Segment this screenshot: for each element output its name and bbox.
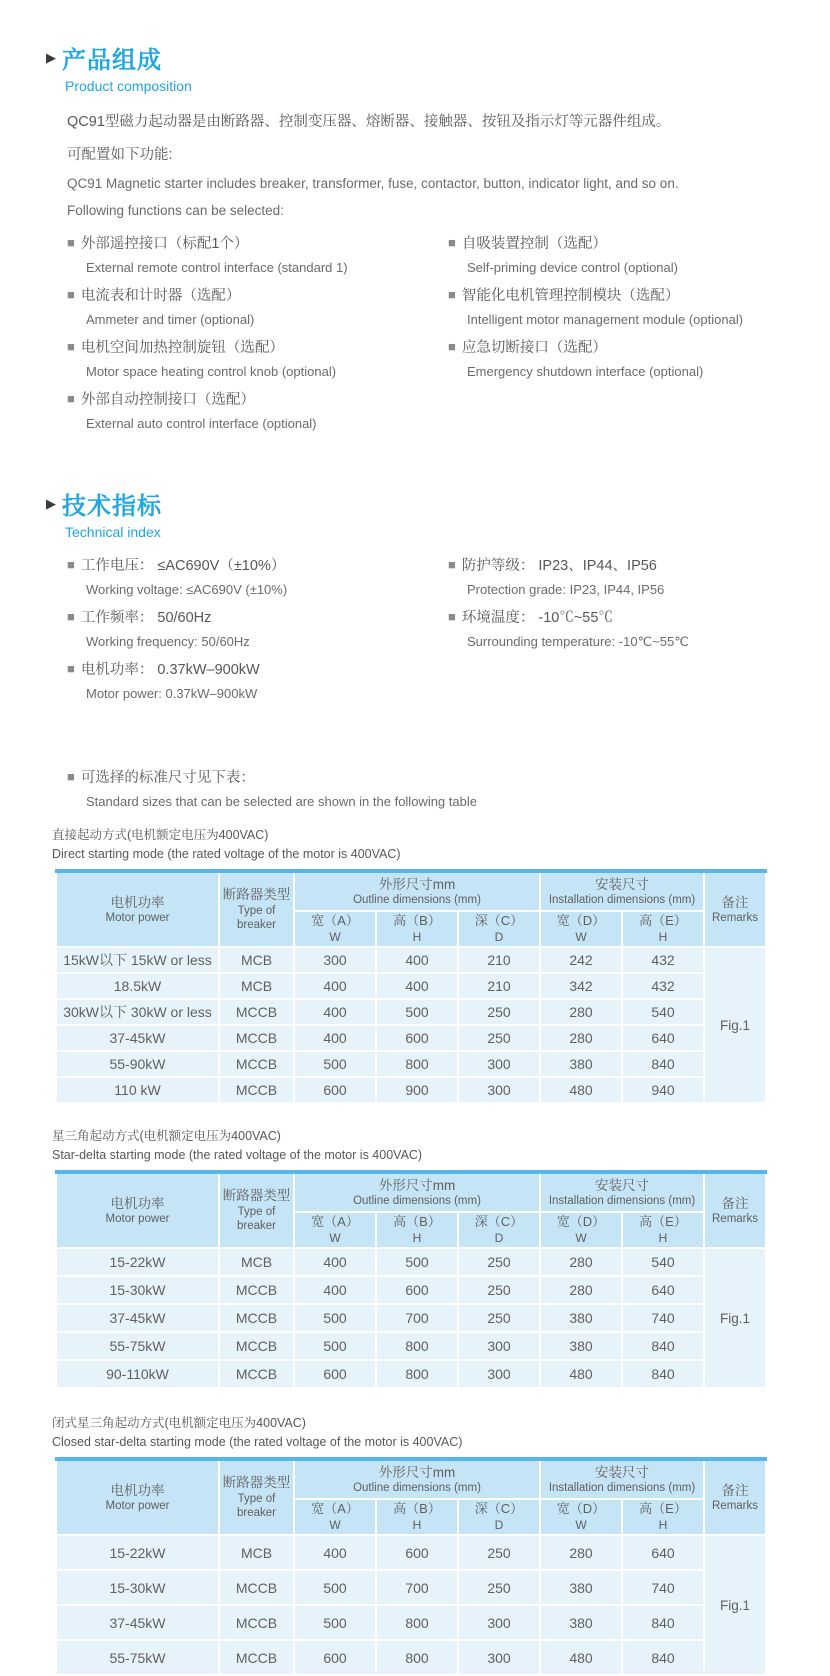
feature-en: External auto control interface (optional) — [86, 416, 317, 431]
table-cell: 55-90kW — [56, 1051, 219, 1077]
col-header-motor-power: 电机功率 Motor power — [56, 1172, 219, 1248]
spec-columns — [0, 554, 830, 710]
section-title-technical-index: 技术指标 — [62, 493, 162, 520]
table-cell: 840 — [622, 1360, 704, 1388]
feature-zh: 外部遥控接口（标配1个） — [80, 236, 249, 252]
spec-zh: 工作频率： 50/60Hz — [80, 610, 212, 626]
spec-zh: 电机功率： 0.37kW–900kW — [80, 662, 260, 678]
remarks-cell: Fig.1 — [704, 947, 766, 1103]
table-cell: 280 — [540, 1276, 622, 1304]
bullet-square-icon: ■ — [448, 235, 456, 250]
table-cell: MCB — [219, 1535, 294, 1570]
spec-zh: 工作电压： ≤AC690V（±10%） — [80, 558, 286, 574]
table-cell: 15-30kW — [56, 1276, 219, 1304]
feature-item — [448, 232, 808, 275]
direct-starting-table — [55, 869, 767, 1104]
table-row — [56, 1570, 766, 1605]
table-cell: 210 — [458, 947, 540, 973]
table-cell: MCCB — [219, 1276, 294, 1304]
table-cell: 740 — [622, 1570, 704, 1605]
caption-en: Closed star-delta starting mode (the rated voltage of the motor is 400VAC) — [52, 1435, 463, 1449]
table-cell: 250 — [458, 999, 540, 1025]
table-cell: MCCB — [219, 999, 294, 1025]
table-cell: 250 — [458, 1535, 540, 1570]
table-cell: 840 — [622, 1640, 704, 1675]
spec-en: Surrounding temperature: -10℃~55℃ — [467, 634, 689, 649]
feature-list-left — [67, 232, 448, 440]
col-header-remarks: 备注 Remarks — [704, 871, 766, 947]
table-cell: 380 — [540, 1304, 622, 1332]
table-cell: 700 — [376, 1304, 458, 1332]
table-cell: 540 — [622, 999, 704, 1025]
bullet-square-icon: ■ — [67, 339, 75, 354]
table-caption-star-delta — [52, 1126, 830, 1162]
table-row — [56, 1051, 766, 1077]
feature-list-right — [448, 232, 808, 440]
table-cell: 640 — [622, 1025, 704, 1051]
table-cell: 280 — [540, 1025, 622, 1051]
table-cell: 400 — [376, 947, 458, 973]
feature-columns — [0, 232, 830, 440]
feature-item — [67, 388, 448, 431]
col-header-width-d: 宽（D） W — [540, 911, 622, 947]
table-row — [56, 1535, 766, 1570]
table-cell: MCCB — [219, 1304, 294, 1332]
table-body — [56, 947, 766, 1103]
spec-item — [67, 658, 448, 701]
feature-item — [67, 232, 448, 275]
table-cell: MCCB — [219, 1051, 294, 1077]
col-group-installation-dimensions: 安装尺寸 Installation dimensions (mm) — [540, 1459, 704, 1499]
col-header-remarks: 备注 Remarks — [704, 1172, 766, 1248]
bullet-square-icon: ■ — [448, 557, 456, 572]
product-composition-section — [0, 0, 830, 440]
table-cell: 300 — [458, 1332, 540, 1360]
feature-zh: 电流表和计时器（选配） — [80, 288, 241, 304]
table-cell: 280 — [540, 999, 622, 1025]
col-header-height-e: 高（E） H — [622, 1499, 704, 1535]
feature-zh: 电机空间加热控制旋钮（选配） — [80, 340, 284, 356]
table-cell: 400 — [294, 1248, 376, 1276]
bullet-square-icon: ■ — [67, 557, 75, 572]
bullet-square-icon: ■ — [67, 235, 75, 250]
table-cell: MCB — [219, 973, 294, 999]
section-subtitle-en: Product composition — [65, 78, 192, 94]
table-row — [56, 1025, 766, 1051]
table-cell: 640 — [622, 1535, 704, 1570]
feature-en: Motor space heating control knob (optional) — [86, 364, 337, 379]
col-header-width-a: 宽（A） W — [294, 1499, 376, 1535]
col-header-width-d: 宽（D） W — [540, 1499, 622, 1535]
table-cell: 480 — [540, 1077, 622, 1103]
table-body — [56, 1535, 766, 1675]
table-cell: 600 — [376, 1535, 458, 1570]
col-header-depth-c: 深（C） D — [458, 1499, 540, 1535]
table-cell: 380 — [540, 1570, 622, 1605]
table-cell: 280 — [540, 1248, 622, 1276]
table-cell: 540 — [622, 1248, 704, 1276]
table-cell: 250 — [458, 1025, 540, 1051]
table-cell: MCCB — [219, 1332, 294, 1360]
spec-en: Working voltage: ≤AC690V (±10%) — [86, 582, 288, 597]
table-cell: 90-110kW — [56, 1360, 219, 1388]
bullet-square-icon: ■ — [67, 287, 75, 302]
bullet-square-icon: ■ — [67, 661, 75, 676]
table-cell: 940 — [622, 1077, 704, 1103]
table-row — [56, 1248, 766, 1276]
note-en: Standard sizes that can be selected are shown in the following table — [86, 794, 477, 809]
feature-item — [67, 284, 448, 327]
table-cell: 30kW以下 30kW or less — [56, 999, 219, 1025]
table-cell: 800 — [376, 1051, 458, 1077]
table-row — [56, 947, 766, 973]
table-cell: 600 — [294, 1360, 376, 1388]
table-cell: 500 — [294, 1304, 376, 1332]
table-cell: 600 — [294, 1077, 376, 1103]
col-header-breaker-type: 断路器类型 Type of breaker — [219, 871, 294, 947]
table-cell: 250 — [458, 1276, 540, 1304]
table-cell: 380 — [540, 1332, 622, 1360]
table-cell: 740 — [622, 1304, 704, 1332]
table-cell: 400 — [294, 1535, 376, 1570]
col-group-outline-dimensions: 外形尺寸mm Outline dimensions (mm) — [294, 1172, 540, 1212]
table-row — [56, 1605, 766, 1640]
caption-zh: 闭式星三角起动方式(电机额定电压为400VAC) — [52, 1416, 306, 1430]
standard-sizes-note — [67, 766, 830, 809]
table-cell: 400 — [376, 973, 458, 999]
col-header-depth-c: 深（C） D — [458, 911, 540, 947]
table-cell: 300 — [458, 1360, 540, 1388]
col-group-outline-dimensions: 外形尺寸mm Outline dimensions (mm) — [294, 1459, 540, 1499]
bullet-square-icon: ■ — [448, 287, 456, 302]
table-cell: 500 — [294, 1570, 376, 1605]
table-row — [56, 1304, 766, 1332]
table-cell: 900 — [376, 1077, 458, 1103]
feature-en: External remote control interface (standard 1) — [86, 260, 348, 275]
table-cell: 840 — [622, 1051, 704, 1077]
section-marker-icon: ▶ — [46, 50, 56, 65]
table-head — [56, 1172, 766, 1248]
table-cell: 500 — [294, 1605, 376, 1640]
col-header-breaker-type: 断路器类型 Type of breaker — [219, 1459, 294, 1535]
closed-star-delta-table — [55, 1457, 767, 1676]
table-cell: 480 — [540, 1360, 622, 1388]
table-cell: 37-45kW — [56, 1304, 219, 1332]
feature-zh: 自吸装置控制（选配） — [461, 236, 607, 252]
table-cell: 800 — [376, 1360, 458, 1388]
spec-item — [67, 554, 448, 597]
table-cell: 250 — [458, 1248, 540, 1276]
table-cell: MCB — [219, 947, 294, 973]
intro-paragraph-en2: Following functions can be selected: — [67, 203, 284, 218]
table-cell: 400 — [294, 973, 376, 999]
table-cell: 800 — [376, 1332, 458, 1360]
feature-item — [448, 336, 808, 379]
spec-item — [448, 606, 808, 650]
table-cell: 400 — [294, 1025, 376, 1051]
caption-zh: 星三角起动方式(电机额定电压为400VAC) — [52, 1129, 281, 1143]
table-cell: 600 — [376, 1276, 458, 1304]
spec-en: Working frequency: 50/60Hz — [86, 634, 250, 649]
table-cell: 840 — [622, 1605, 704, 1640]
col-header-height-b: 高（B） H — [376, 1212, 458, 1248]
col-header-remarks: 备注 Remarks — [704, 1459, 766, 1535]
table-cell: 600 — [294, 1640, 376, 1675]
table-cell: MCCB — [219, 1360, 294, 1388]
table-cell: 55-75kW — [56, 1640, 219, 1675]
table-cell: 500 — [294, 1051, 376, 1077]
table-row — [56, 1077, 766, 1103]
feature-en: Ammeter and timer (optional) — [86, 312, 255, 327]
feature-zh: 智能化电机管理控制模块（选配） — [461, 288, 680, 304]
table-cell: 280 — [540, 1535, 622, 1570]
table-cell: 300 — [458, 1051, 540, 1077]
col-header-depth-c: 深（C） D — [458, 1212, 540, 1248]
spec-zh: 环境温度： -10℃~55℃ — [461, 610, 613, 626]
table-cell: 480 — [540, 1640, 622, 1675]
table-row — [56, 1276, 766, 1304]
table-row — [56, 1332, 766, 1360]
table-head — [56, 871, 766, 947]
table-row — [56, 1640, 766, 1675]
spec-item — [67, 606, 448, 649]
spec-en: Motor power: 0.37kW–900kW — [86, 686, 258, 701]
table-cell: 37-45kW — [56, 1025, 219, 1051]
table-cell: 55-75kW — [56, 1332, 219, 1360]
section-subtitle-en: Technical index — [65, 524, 161, 540]
star-delta-table — [55, 1170, 767, 1389]
table-cell: 242 — [540, 947, 622, 973]
col-header-height-b: 高（B） H — [376, 1499, 458, 1535]
technical-index-section — [0, 486, 830, 710]
spec-en: Protection grade: IP23, IP44, IP56 — [467, 582, 665, 597]
note-zh: 可选择的标准尺寸见下表： — [80, 770, 255, 786]
table-cell: MCCB — [219, 1640, 294, 1675]
remarks-cell: Fig.1 — [704, 1535, 766, 1675]
table-cell: 15-30kW — [56, 1570, 219, 1605]
table-cell: 640 — [622, 1276, 704, 1304]
bullet-square-icon: ■ — [67, 769, 75, 784]
table-cell: MCCB — [219, 1025, 294, 1051]
spec-item — [448, 554, 808, 597]
feature-zh: 应急切断接口（选配） — [461, 340, 607, 356]
col-header-width-a: 宽（A） W — [294, 1212, 376, 1248]
table-cell: 700 — [376, 1570, 458, 1605]
table-cell: 250 — [458, 1570, 540, 1605]
table-cell: 400 — [294, 1276, 376, 1304]
intro-paragraph-zh: QC91型磁力起动器是由断路器、控制变压器、熔断器、接触器、按钮及指示灯等元器件组成。 — [67, 114, 671, 130]
table-cell: 840 — [622, 1332, 704, 1360]
table-row — [56, 1360, 766, 1388]
table-caption-closed-star-delta — [52, 1413, 830, 1449]
col-header-height-b: 高（B） H — [376, 911, 458, 947]
caption-en: Star-delta starting mode (the rated voltage of the motor is 400VAC) — [52, 1148, 423, 1162]
feature-zh: 外部自动控制接口（选配） — [80, 392, 255, 408]
table-cell: 300 — [458, 1640, 540, 1675]
table-cell: 400 — [294, 999, 376, 1025]
table-cell: 380 — [540, 1051, 622, 1077]
spec-list-left — [67, 554, 448, 710]
table-cell: 432 — [622, 947, 704, 973]
table-cell: MCCB — [219, 1077, 294, 1103]
table-cell: 500 — [376, 999, 458, 1025]
col-group-outline-dimensions: 外形尺寸mm Outline dimensions (mm) — [294, 871, 540, 911]
spec-zh: 防护等级： IP23、IP44、IP56 — [461, 558, 657, 574]
table-cell: 300 — [458, 1077, 540, 1103]
remarks-cell: Fig.1 — [704, 1248, 766, 1388]
caption-zh: 直接起动方式(电机额定电压为400VAC) — [52, 828, 269, 842]
table-cell: 600 — [376, 1025, 458, 1051]
bullet-square-icon: ■ — [67, 391, 75, 406]
table-cell: 500 — [376, 1248, 458, 1276]
table-cell: 110 kW — [56, 1077, 219, 1103]
table-head — [56, 1459, 766, 1535]
table-row — [56, 973, 766, 999]
table-cell: 432 — [622, 973, 704, 999]
feature-en: Self-priming device control (optional) — [467, 260, 678, 275]
col-header-breaker-type: 断路器类型 Type of breaker — [219, 1172, 294, 1248]
table-cell: 15kW以下 15kW or less — [56, 947, 219, 973]
feature-en: Intelligent motor management module (optional) — [467, 312, 744, 327]
section-marker-icon: ▶ — [46, 496, 56, 511]
table-cell: 300 — [294, 947, 376, 973]
table-cell: 800 — [376, 1640, 458, 1675]
col-header-height-e: 高（E） H — [622, 1212, 704, 1248]
col-header-height-e: 高（E） H — [622, 911, 704, 947]
table-caption-direct-starting — [52, 825, 830, 861]
table-cell: 15-22kW — [56, 1248, 219, 1276]
table-body — [56, 1248, 766, 1388]
col-group-installation-dimensions: 安装尺寸 Installation dimensions (mm) — [540, 1172, 704, 1212]
table-cell: 300 — [458, 1605, 540, 1640]
table-cell: 342 — [540, 973, 622, 999]
table-cell: 380 — [540, 1605, 622, 1640]
col-group-installation-dimensions: 安装尺寸 Installation dimensions (mm) — [540, 871, 704, 911]
feature-item — [67, 336, 448, 379]
table-cell: 250 — [458, 1304, 540, 1332]
table-cell: MCCB — [219, 1605, 294, 1640]
col-header-width-a: 宽（A） W — [294, 911, 376, 947]
bullet-square-icon: ■ — [67, 609, 75, 624]
caption-en: Direct starting mode (the rated voltage of the motor is 400VAC) — [52, 847, 401, 861]
col-header-motor-power: 电机功率 Motor power — [56, 871, 219, 947]
intro-paragraph-en: QC91 Magnetic starter includes breaker, transformer, fuse, contactor, button, indicator light, and so on. — [67, 176, 679, 191]
table-cell: MCCB — [219, 1570, 294, 1605]
table-cell: 500 — [294, 1332, 376, 1360]
table-cell: 800 — [376, 1605, 458, 1640]
bullet-square-icon: ■ — [448, 609, 456, 624]
intro-paragraph-zh2: 可配置如下功能: — [67, 147, 173, 163]
section-title-product-composition: 产品组成 — [62, 47, 162, 74]
feature-item — [448, 284, 808, 327]
table-cell: 210 — [458, 973, 540, 999]
col-header-motor-power: 电机功率 Motor power — [56, 1459, 219, 1535]
col-header-width-d: 宽（D） W — [540, 1212, 622, 1248]
table-row — [56, 999, 766, 1025]
table-cell: 37-45kW — [56, 1605, 219, 1640]
table-cell: 15-22kW — [56, 1535, 219, 1570]
spec-list-right — [448, 554, 808, 710]
feature-en: Emergency shutdown interface (optional) — [467, 364, 704, 379]
table-cell: MCB — [219, 1248, 294, 1276]
table-cell: 18.5kW — [56, 973, 219, 999]
bullet-square-icon: ■ — [448, 339, 456, 354]
